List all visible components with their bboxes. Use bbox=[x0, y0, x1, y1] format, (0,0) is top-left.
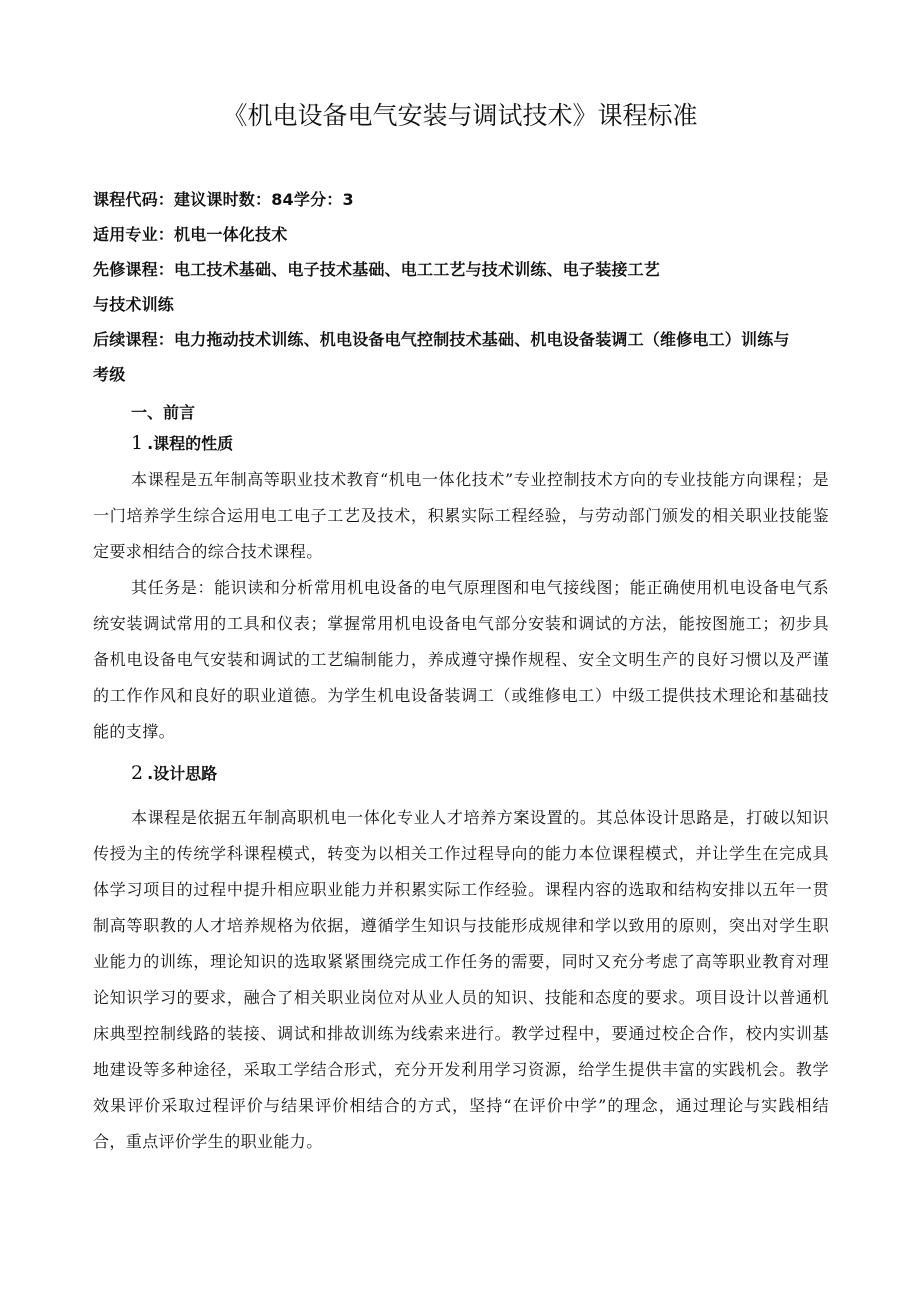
subsection-label: .设计思路 bbox=[147, 764, 218, 783]
subsection-heading-design-approach bbox=[131, 758, 217, 789]
applicable-major-line: 适用专业：机电一体化技术 bbox=[93, 225, 288, 244]
document-title: 《机电设备电气安装与调试技术》课程标准 bbox=[222, 101, 698, 130]
subsection-number: 1 bbox=[131, 432, 144, 454]
subsection-heading-course-nature bbox=[131, 428, 233, 459]
prerequisite-courses-line-continued: 与技术训练 bbox=[93, 295, 175, 314]
paragraph-design-approach: 本课程是依据五年制高职机电一体化专业人才培养方案设置的。其总体设计思路是，打破以知识传授为主的传统学科课程模式，转变为以相关工作过程导向的能力本位课程模式，并让学生在完成具体学习项目的过程中提升相应职业能力并积累实际工作经验。课程内容的选取和结构安排以五年一贯制高等职教的人才培养规格为依据，遵循学生知识与技能形成规律和学以致用的原则，突出对学生职业能力的训练，理论知识的选取紧紧围绕完成工作任务的需要，同时又充分考虑了高等职业教育对理论知识学习的要求，融合了相关职业岗位对从业人员的知识、技能和态度的要求。项目设计以普通机床典型控制线路的装接、调试和排故训练为线索来进行。教学过程中，要通过校企合作，校内实训基地建设等多种途径，采取工学结合形式，充分开发利用学习资源，给学生提供丰富的实践机会。教学效果评价采取过程评价与结果评价相结合的方式，坚持“在评价中学”的理念，通过理论与实践相结合，重点评价学生的职业能力。 bbox=[93, 808, 829, 1151]
subsection-number: 2 bbox=[131, 762, 144, 784]
subsection-label: .课程的性质 bbox=[147, 434, 234, 453]
paragraph-course-tasks: 其任务是：能识读和分析常用机电设备的电气原理图和电气接线图；能正确使用机电设备电气系统安装调试常用的工具和仪表；掌握常用机电设备电气部分安装和调试的方法，能按图施工；初步具备机电设备电气安装和调试的工艺编制能力，养成遵守操作规程、安全文明生产的良好习惯以及严谨的工作作风和良好的职业道德。为学生机电设备装调工（或维修电工）中级工提供技术理论和基础技能的支撑。 bbox=[93, 578, 829, 741]
prerequisite-courses-line: 先修课程：电工技术基础、电子技术基础、电工工艺与技术训练、电子装接工艺 bbox=[93, 260, 661, 279]
paragraph-course-nature: 本课程是五年制高等职业技术教育“机电一体化技术”专业控制技术方向的专业技能方向课程；是一门培养学生综合运用电工电子工艺及技术，积累实际工程经验，与劳动部门颁发的相关职业技能鉴定要求相结合的综合技术课程。 bbox=[93, 470, 829, 561]
course-info-block bbox=[93, 182, 853, 392]
follow-up-courses-line-continued: 考级 bbox=[93, 365, 126, 384]
section-heading-preface: 一、前言 bbox=[131, 403, 196, 422]
course-code-line: 课程代码：建议课时数：84学分：3 bbox=[93, 190, 354, 209]
follow-up-courses-line: 后续课程：电力拖动技术训练、机电设备电气控制技术基础、机电设备装调工（维修电工）训练与 bbox=[93, 330, 790, 349]
